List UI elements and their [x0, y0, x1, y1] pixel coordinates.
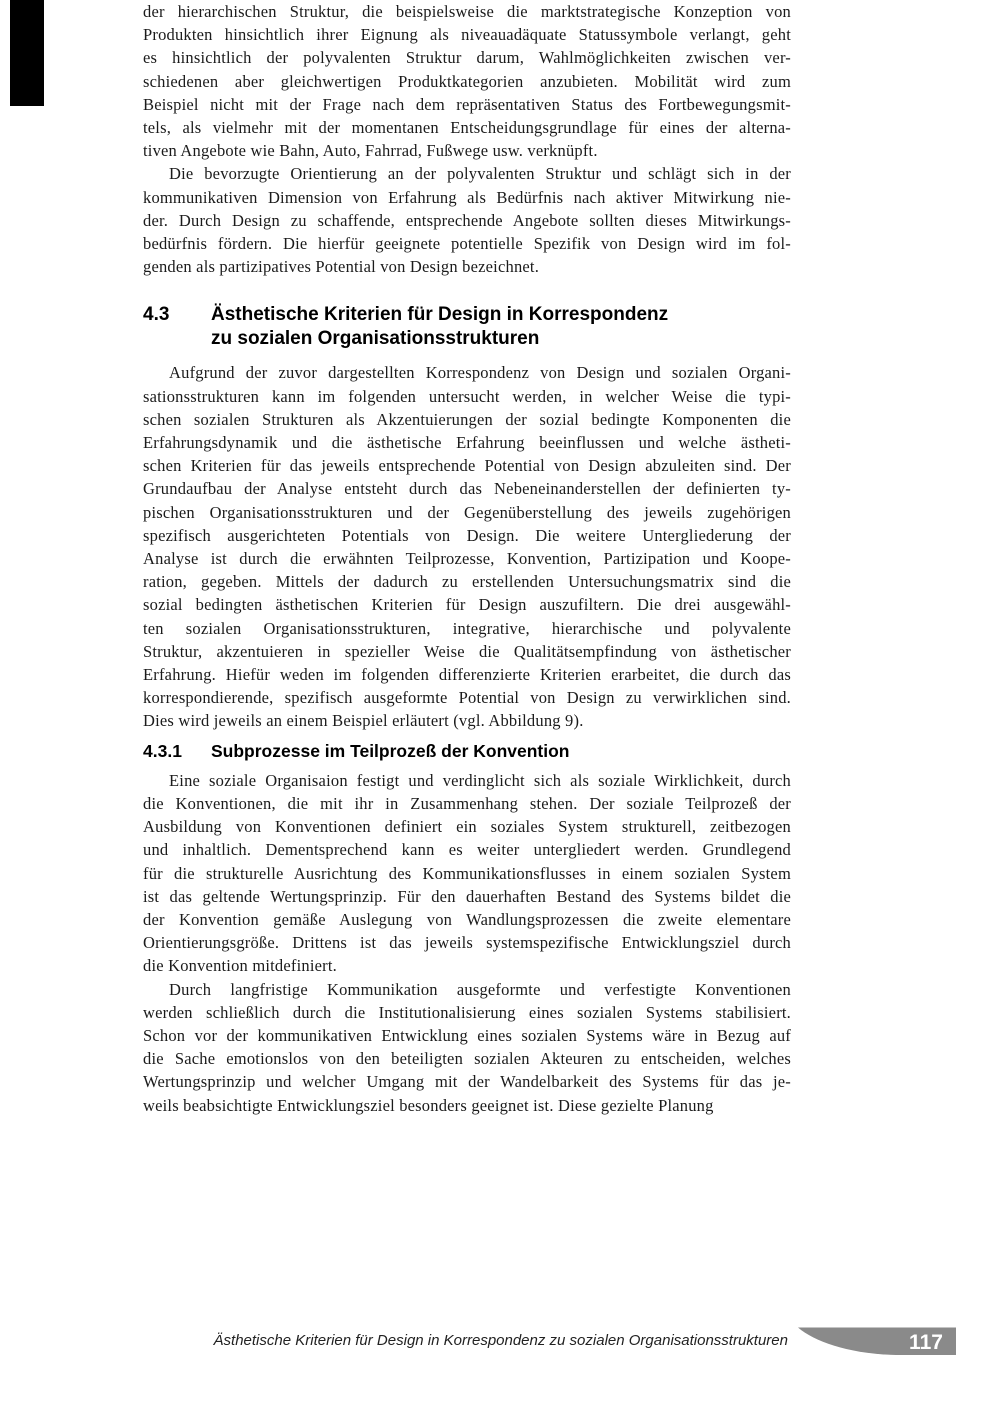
paragraph [143, 361, 791, 732]
section-number: 4.3 [143, 304, 170, 326]
footer-running-title: Ästhetische Kriterien für Design in Korrespondenz zu sozialen Organisationsstrukturen [213, 1332, 788, 1349]
text-line: werden schließlich durch die Institutionalisierung eines sozialen Systems stabilisiert. [143, 1002, 791, 1022]
text-line: weils beabsichtigte Entwicklungsziel besonders geeignet ist. Diese gezielte Planung [143, 1095, 714, 1115]
text-line: die Konventionen, die mit ihr in Zusammenhang stehen. Der soziale Teilprozeß der [143, 793, 791, 813]
text-line: tels, als vielmehr mit der momentanen Entscheidungsgrundlage für eines der alterna- [143, 118, 791, 138]
text-line: sozial bedingten ästhetischen Kriterien für Design auszufiltern. Die drei ausgewähl- [143, 595, 791, 615]
section-heading-4-3 [143, 303, 791, 351]
text-line: Struktur, akzentuieren in spezieller Weise die Qualitätsempfindung von ästhetischer [143, 641, 791, 661]
text-line: Beispiel nicht mit der Frage nach dem repräsentativen Status des Fortbewegungsmit- [143, 94, 791, 114]
text-line: Produkten hinsichtlich ihrer Eignung als niveauadäquate Statussymbole verlangt, geht [143, 25, 791, 45]
text-column [143, 0, 791, 1117]
text-line: Analyse ist durch die erwähnten Teilprozesse, Konvention, Partizipation und Koope- [143, 549, 791, 569]
text-line: der. Durch Design zu schaffende, entsprechende Angebote sollten dieses Mitwirkungs- [143, 210, 791, 230]
text-line: Die bevorzugte Orientierung an der polyvalenten Struktur und schlägt sich in der [169, 164, 791, 184]
section-heading-4-3-1 [143, 739, 791, 763]
scan-artifact-mark [10, 0, 44, 106]
text-line: ration, gegeben. Mittels der dadurch zu erstellenden Untersuchungsmatrix sind die [143, 572, 791, 592]
text-line: schiedenen aber gleichwertigen Produktkategorien anzubieten. Mobilität wird zum [143, 71, 791, 91]
paragraph [143, 162, 791, 278]
text-line: korrespondierende, spezifisch ausgeformte Potential von Design zu verwirklichen sind. [143, 688, 791, 708]
text-line: schen Kriterien für das jeweils entsprechende Potential von Design abzuleiten sind. Der [143, 456, 791, 476]
paragraph [143, 0, 791, 162]
text-line: und inhaltlich. Dementsprechend kann es weiter untergliedert werden. Grundlegend [143, 840, 791, 860]
text-line: Dies wird jeweils an einem Beispiel erläutert (vgl. Abbildung 9). [143, 711, 584, 731]
section-title-line: Subprozesse im Teilprozeß der Konvention [211, 740, 570, 761]
page-footer [143, 1327, 956, 1356]
text-line: Eine soziale Organisaion festigt und verdinglicht sich als soziale Wirklichkeit, durch [169, 770, 791, 790]
text-line: Erfahrung. Hiefür weden im folgenden differenzierte Kriterien erarbeitet, die durch das [143, 665, 791, 685]
text-line: genden als partizipatives Potential von Design bezeichnet. [143, 257, 540, 277]
page-number: 117 [909, 1331, 943, 1354]
text-line: spezifisch ausgerichteten Potentials von Design. Die weitere Untergliederung der [143, 525, 791, 545]
text-line: Grundaufbau der Analyse entsteht durch das Nebeneinanderstellen der definierten ty- [143, 479, 791, 499]
paragraph [143, 978, 791, 1117]
text-line: die Sache emotionslos von den beteiligten sozialen Akteuren zu entscheiden, welches [143, 1049, 791, 1069]
text-line: die Konvention mitdefiniert. [143, 956, 337, 976]
section-title-line: zu sozialen Organisationsstrukturen [211, 328, 540, 350]
paragraph [143, 769, 791, 978]
text-line: der hierarchischen Struktur, die beispielsweise die marktstrategische Konzeption von [143, 2, 791, 21]
text-line: für die strukturelle Ausrichtung des Kommunikationsflusses in einem sozialen System [143, 863, 791, 883]
text-line: kommunikativen Dimension von Erfahrung als Bedürfnis nach aktiver Mitwirkung nie- [143, 187, 791, 207]
page-number-tab [798, 1327, 956, 1356]
text-line: Erfahrungsdynamik und die ästhetische Erfahrung beeinflussen und welche ästheti- [143, 433, 791, 453]
text-line: der Konvention gemäße Auslegung von Wandlungsprozessen die zweite elementare [143, 909, 791, 929]
text-line: es hinsichtlich der polyvalenten Struktur darum, Wahlmöglichkeiten zwischen ver- [143, 48, 791, 68]
section-number: 4.3.1 [143, 740, 182, 761]
section-title-line: Ästhetische Kriterien für Design in Korrespondenz [211, 304, 669, 326]
section-title [211, 739, 569, 763]
text-line: tiven Angebote wie Bahn, Auto, Fahrrad, Fußwege usw. verknüpft. [143, 141, 598, 161]
text-line: pischen Organisationsstrukturen und der Gegenüberstellung des jeweils zugehörigen [143, 502, 791, 522]
text-line: Aufgrund der zuvor dargestellten Korrespondenz von Design und sozialen Organi- [169, 363, 791, 383]
text-line: Ausbildung von Konventionen definiert ein soziales System strukturell, zeitbezogen [143, 817, 791, 837]
text-line: schen sozialen Strukturen als Akzentuierungen der sozial bedingte Komponenten die [143, 409, 791, 429]
text-line: Wertungsprinzip und welcher Umgang mit der Wandelbarkeit des Systems für das je- [143, 1072, 791, 1092]
section-title [211, 303, 668, 351]
text-line: sationsstrukturen kann im folgenden untersucht werden, in welcher Weise die typi- [143, 386, 791, 406]
text-line: Durch langfristige Kommunikation ausgeformte und verfestigte Konventionen [169, 979, 791, 999]
text-line: ten sozialen Organisationsstrukturen, integrative, hierarchische und polyvalente [143, 618, 791, 638]
text-line: bedürfnis fördern. Die hierfür geeignete potentielle Spezifik von Design wird im fol- [143, 234, 791, 254]
text-line: Schon vor der kommunikativen Entwicklung eines sozialen Systems wäre in Bezug auf [143, 1025, 791, 1045]
text-line: Orientierungsgröße. Drittens ist das jeweils systemspezifische Entwicklungsziel durch [143, 933, 791, 953]
text-line: ist das geltende Wertungsprinzip. Für den dauerhaften Bestand des Systems bildet die [143, 886, 791, 906]
